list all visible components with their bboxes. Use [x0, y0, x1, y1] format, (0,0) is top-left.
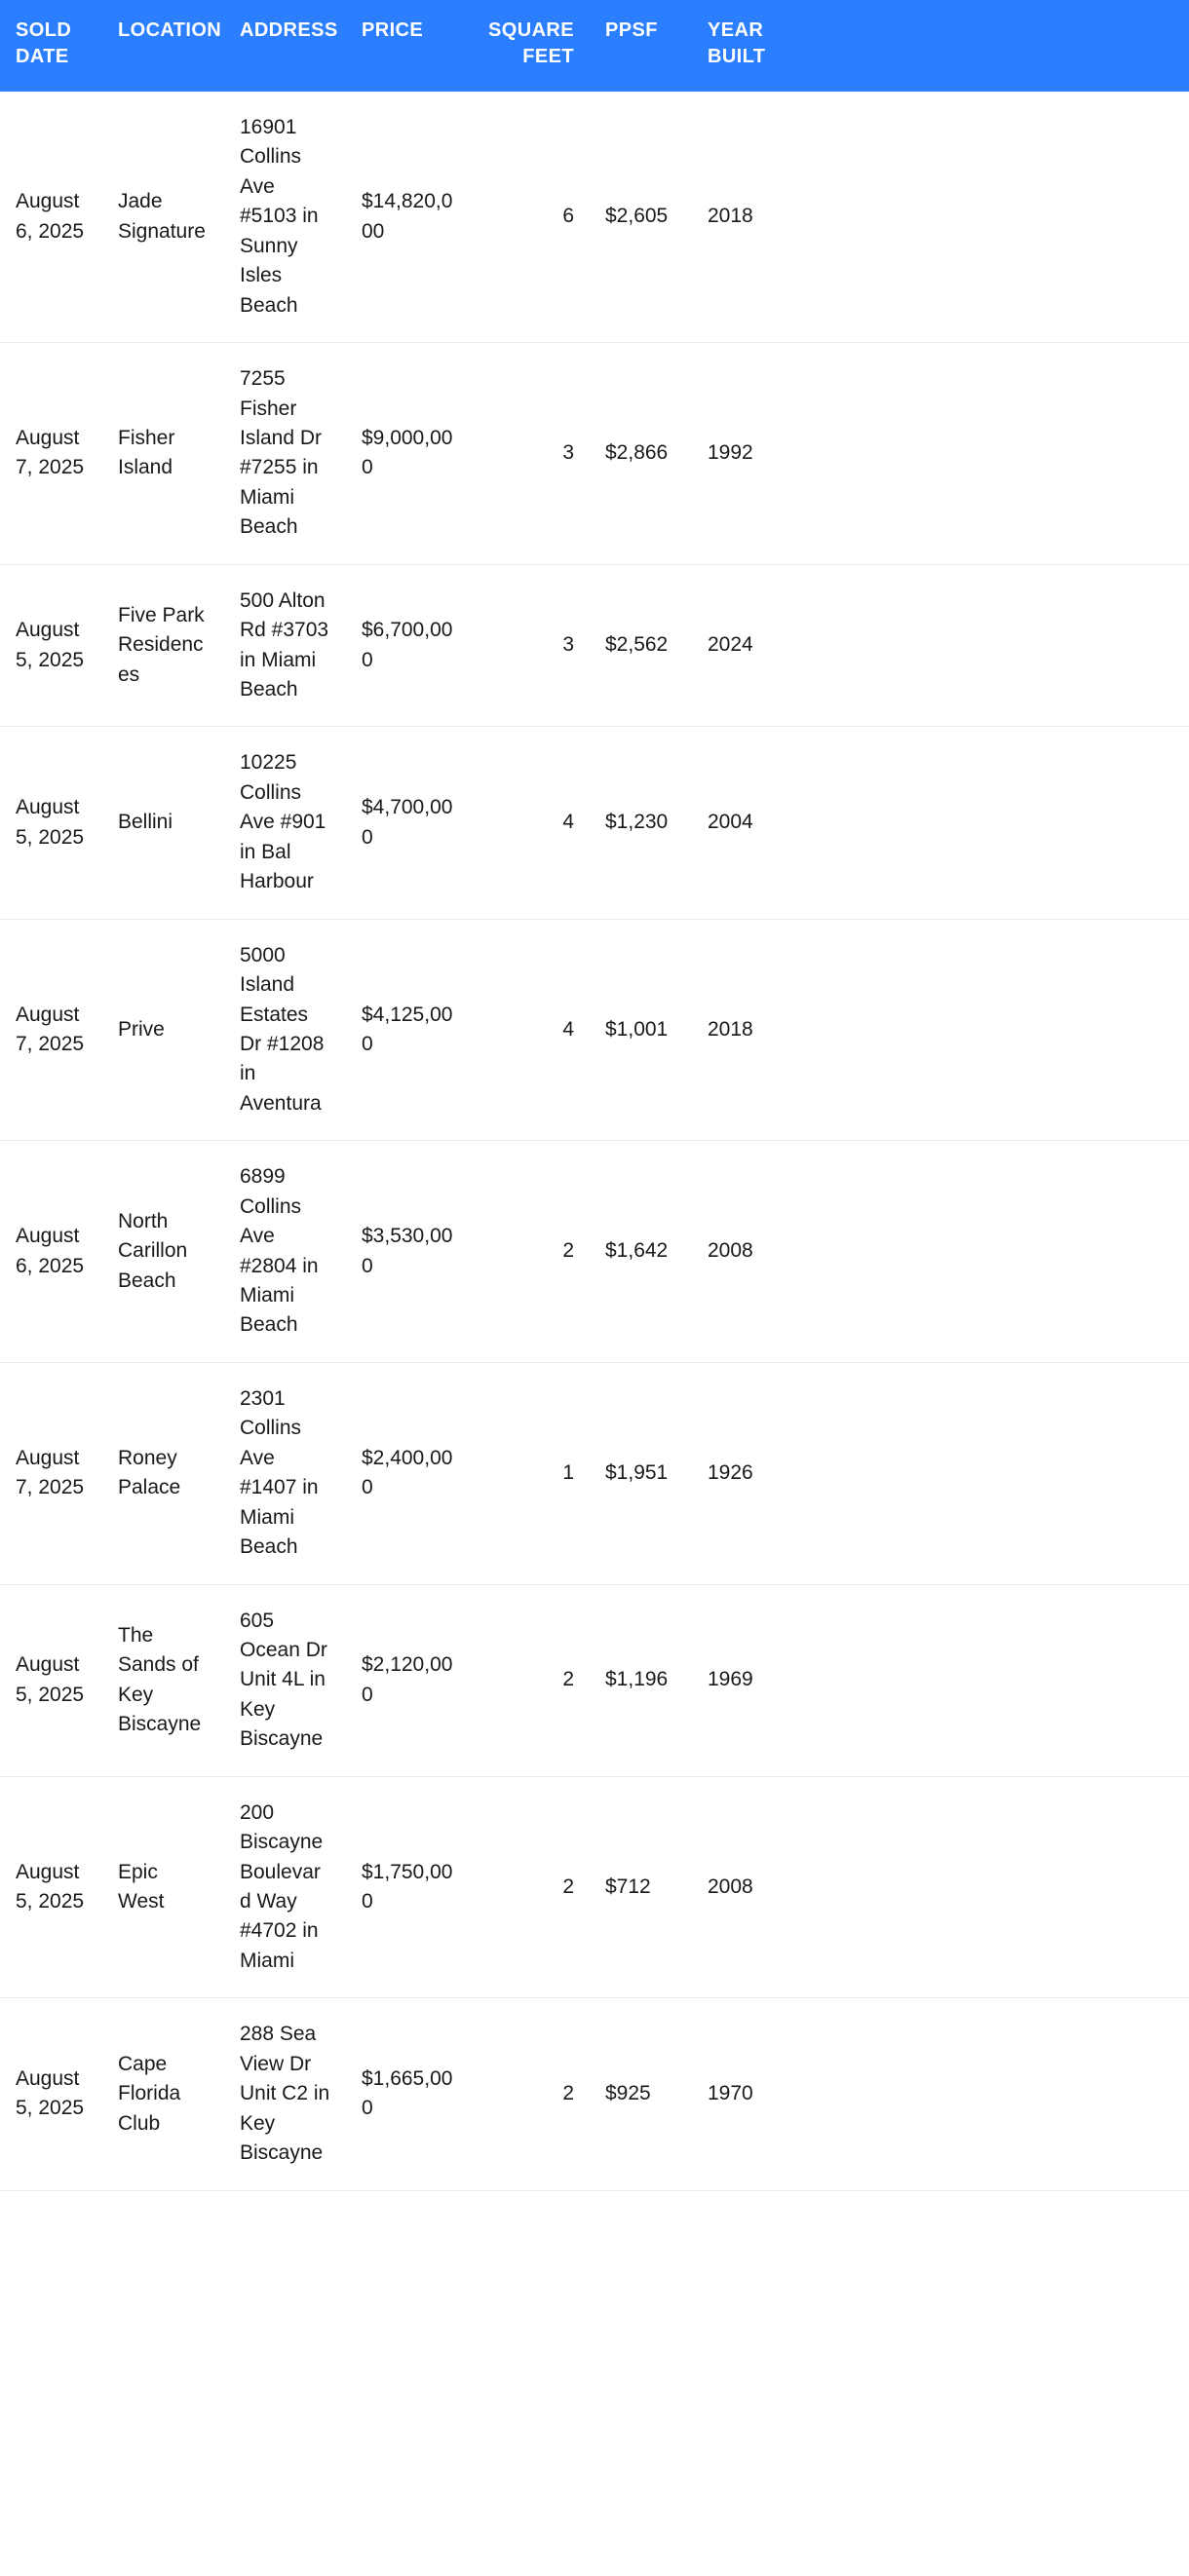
cell-address: 200 Biscayne Boulevard Way #4702 in Miami	[224, 1776, 346, 1998]
cell-ppsf: $712	[590, 1776, 692, 1998]
cell-spacer	[799, 343, 1189, 565]
cell-square-feet: 6	[473, 92, 590, 343]
cell-price: $1,750,000	[346, 1776, 473, 1998]
cell-square-feet: 3	[473, 343, 590, 565]
column-header-ppsf[interactable]: PPSF	[590, 0, 692, 92]
cell-address: 5000 Island Estates Dr #1208 in Aventura	[224, 919, 346, 1141]
cell-ppsf: $2,605	[590, 92, 692, 343]
column-header-price[interactable]: PRICE	[346, 0, 473, 92]
cell-year-built: 2024	[692, 564, 799, 727]
table-body	[0, 92, 1189, 2190]
cell-sold-date: August 7, 2025	[0, 343, 102, 565]
cell-location: Cape Florida Club	[102, 1998, 224, 2190]
cell-square-feet: 1	[473, 1362, 590, 1584]
cell-spacer	[799, 1141, 1189, 1363]
cell-spacer	[799, 1998, 1189, 2190]
cell-address: 7255 Fisher Island Dr #7255 in Miami Beach	[224, 343, 346, 565]
cell-sold-date: August 6, 2025	[0, 92, 102, 343]
cell-year-built: 1992	[692, 343, 799, 565]
table-row[interactable]	[0, 1362, 1189, 1584]
table-row[interactable]	[0, 564, 1189, 727]
cell-location: Jade Signature	[102, 92, 224, 343]
cell-spacer	[799, 1584, 1189, 1776]
table-header	[0, 0, 1189, 92]
cell-address: 288 Sea View Dr Unit C2 in Key Biscayne	[224, 1998, 346, 2190]
cell-ppsf: $1,951	[590, 1362, 692, 1584]
cell-square-feet: 2	[473, 1584, 590, 1776]
cell-square-feet: 2	[473, 1776, 590, 1998]
cell-year-built: 2018	[692, 92, 799, 343]
cell-square-feet: 4	[473, 919, 590, 1141]
cell-price: $4,700,000	[346, 727, 473, 919]
cell-address: 605 Ocean Dr Unit 4L in Key Biscayne	[224, 1584, 346, 1776]
cell-ppsf: $2,562	[590, 564, 692, 727]
table-row[interactable]	[0, 1776, 1189, 1998]
cell-square-feet: 2	[473, 1998, 590, 2190]
cell-sold-date: August 5, 2025	[0, 564, 102, 727]
table-row[interactable]	[0, 92, 1189, 343]
cell-spacer	[799, 92, 1189, 343]
cell-ppsf: $925	[590, 1998, 692, 2190]
table-row[interactable]	[0, 727, 1189, 919]
cell-ppsf: $1,196	[590, 1584, 692, 1776]
column-header-address[interactable]: ADDRESS	[224, 0, 346, 92]
cell-sold-date: August 5, 2025	[0, 1776, 102, 1998]
cell-address: 2301 Collins Ave #1407 in Miami Beach	[224, 1362, 346, 1584]
table-row[interactable]	[0, 343, 1189, 565]
cell-location: Prive	[102, 919, 224, 1141]
cell-sold-date: August 5, 2025	[0, 1584, 102, 1776]
cell-location: The Sands of Key Biscayne	[102, 1584, 224, 1776]
cell-price: $4,125,000	[346, 919, 473, 1141]
cell-ppsf: $2,866	[590, 343, 692, 565]
cell-year-built: 2008	[692, 1141, 799, 1363]
table-row[interactable]	[0, 1141, 1189, 1363]
cell-spacer	[799, 919, 1189, 1141]
cell-ppsf: $1,001	[590, 919, 692, 1141]
column-header-sold-date[interactable]: SOLD DATE	[0, 0, 102, 92]
cell-ppsf: $1,230	[590, 727, 692, 919]
cell-location: Epic West	[102, 1776, 224, 1998]
cell-price: $2,400,000	[346, 1362, 473, 1584]
cell-spacer	[799, 1776, 1189, 1998]
cell-location: Roney Palace	[102, 1362, 224, 1584]
cell-square-feet: 4	[473, 727, 590, 919]
column-header-spacer	[799, 0, 1189, 92]
cell-sold-date: August 7, 2025	[0, 1362, 102, 1584]
table-row[interactable]	[0, 919, 1189, 1141]
cell-address: 500 Alton Rd #3703 in Miami Beach	[224, 564, 346, 727]
column-header-year-built[interactable]: YEAR BUILT	[692, 0, 799, 92]
cell-ppsf: $1,642	[590, 1141, 692, 1363]
table-row[interactable]	[0, 1584, 1189, 1776]
cell-year-built: 1969	[692, 1584, 799, 1776]
cell-price: $2,120,000	[346, 1584, 473, 1776]
column-header-location[interactable]: LOCATION	[102, 0, 224, 92]
cell-price: $1,665,000	[346, 1998, 473, 2190]
cell-sold-date: August 6, 2025	[0, 1141, 102, 1363]
cell-location: Five Park Residences	[102, 564, 224, 727]
cell-year-built: 2018	[692, 919, 799, 1141]
cell-spacer	[799, 727, 1189, 919]
cell-sold-date: August 7, 2025	[0, 919, 102, 1141]
cell-spacer	[799, 564, 1189, 727]
cell-year-built: 2004	[692, 727, 799, 919]
cell-address: 10225 Collins Ave #901 in Bal Harbour	[224, 727, 346, 919]
cell-price: $14,820,000	[346, 92, 473, 343]
cell-year-built: 1926	[692, 1362, 799, 1584]
column-header-square-feet[interactable]: SQUARE FEET	[473, 0, 590, 92]
cell-sold-date: August 5, 2025	[0, 1998, 102, 2190]
cell-price: $9,000,000	[346, 343, 473, 565]
cell-square-feet: 2	[473, 1141, 590, 1363]
cell-address: 16901 Collins Ave #5103 in Sunny Isles Beach	[224, 92, 346, 343]
cell-year-built: 2008	[692, 1776, 799, 1998]
table-row[interactable]	[0, 1998, 1189, 2190]
cell-price: $6,700,000	[346, 564, 473, 727]
cell-spacer	[799, 1362, 1189, 1584]
table-header-row	[0, 0, 1189, 92]
cell-location: North Carillon Beach	[102, 1141, 224, 1363]
cell-square-feet: 3	[473, 564, 590, 727]
cell-sold-date: August 5, 2025	[0, 727, 102, 919]
cell-price: $3,530,000	[346, 1141, 473, 1363]
cell-location: Fisher Island	[102, 343, 224, 565]
cell-location: Bellini	[102, 727, 224, 919]
cell-address: 6899 Collins Ave #2804 in Miami Beach	[224, 1141, 346, 1363]
cell-year-built: 1970	[692, 1998, 799, 2190]
